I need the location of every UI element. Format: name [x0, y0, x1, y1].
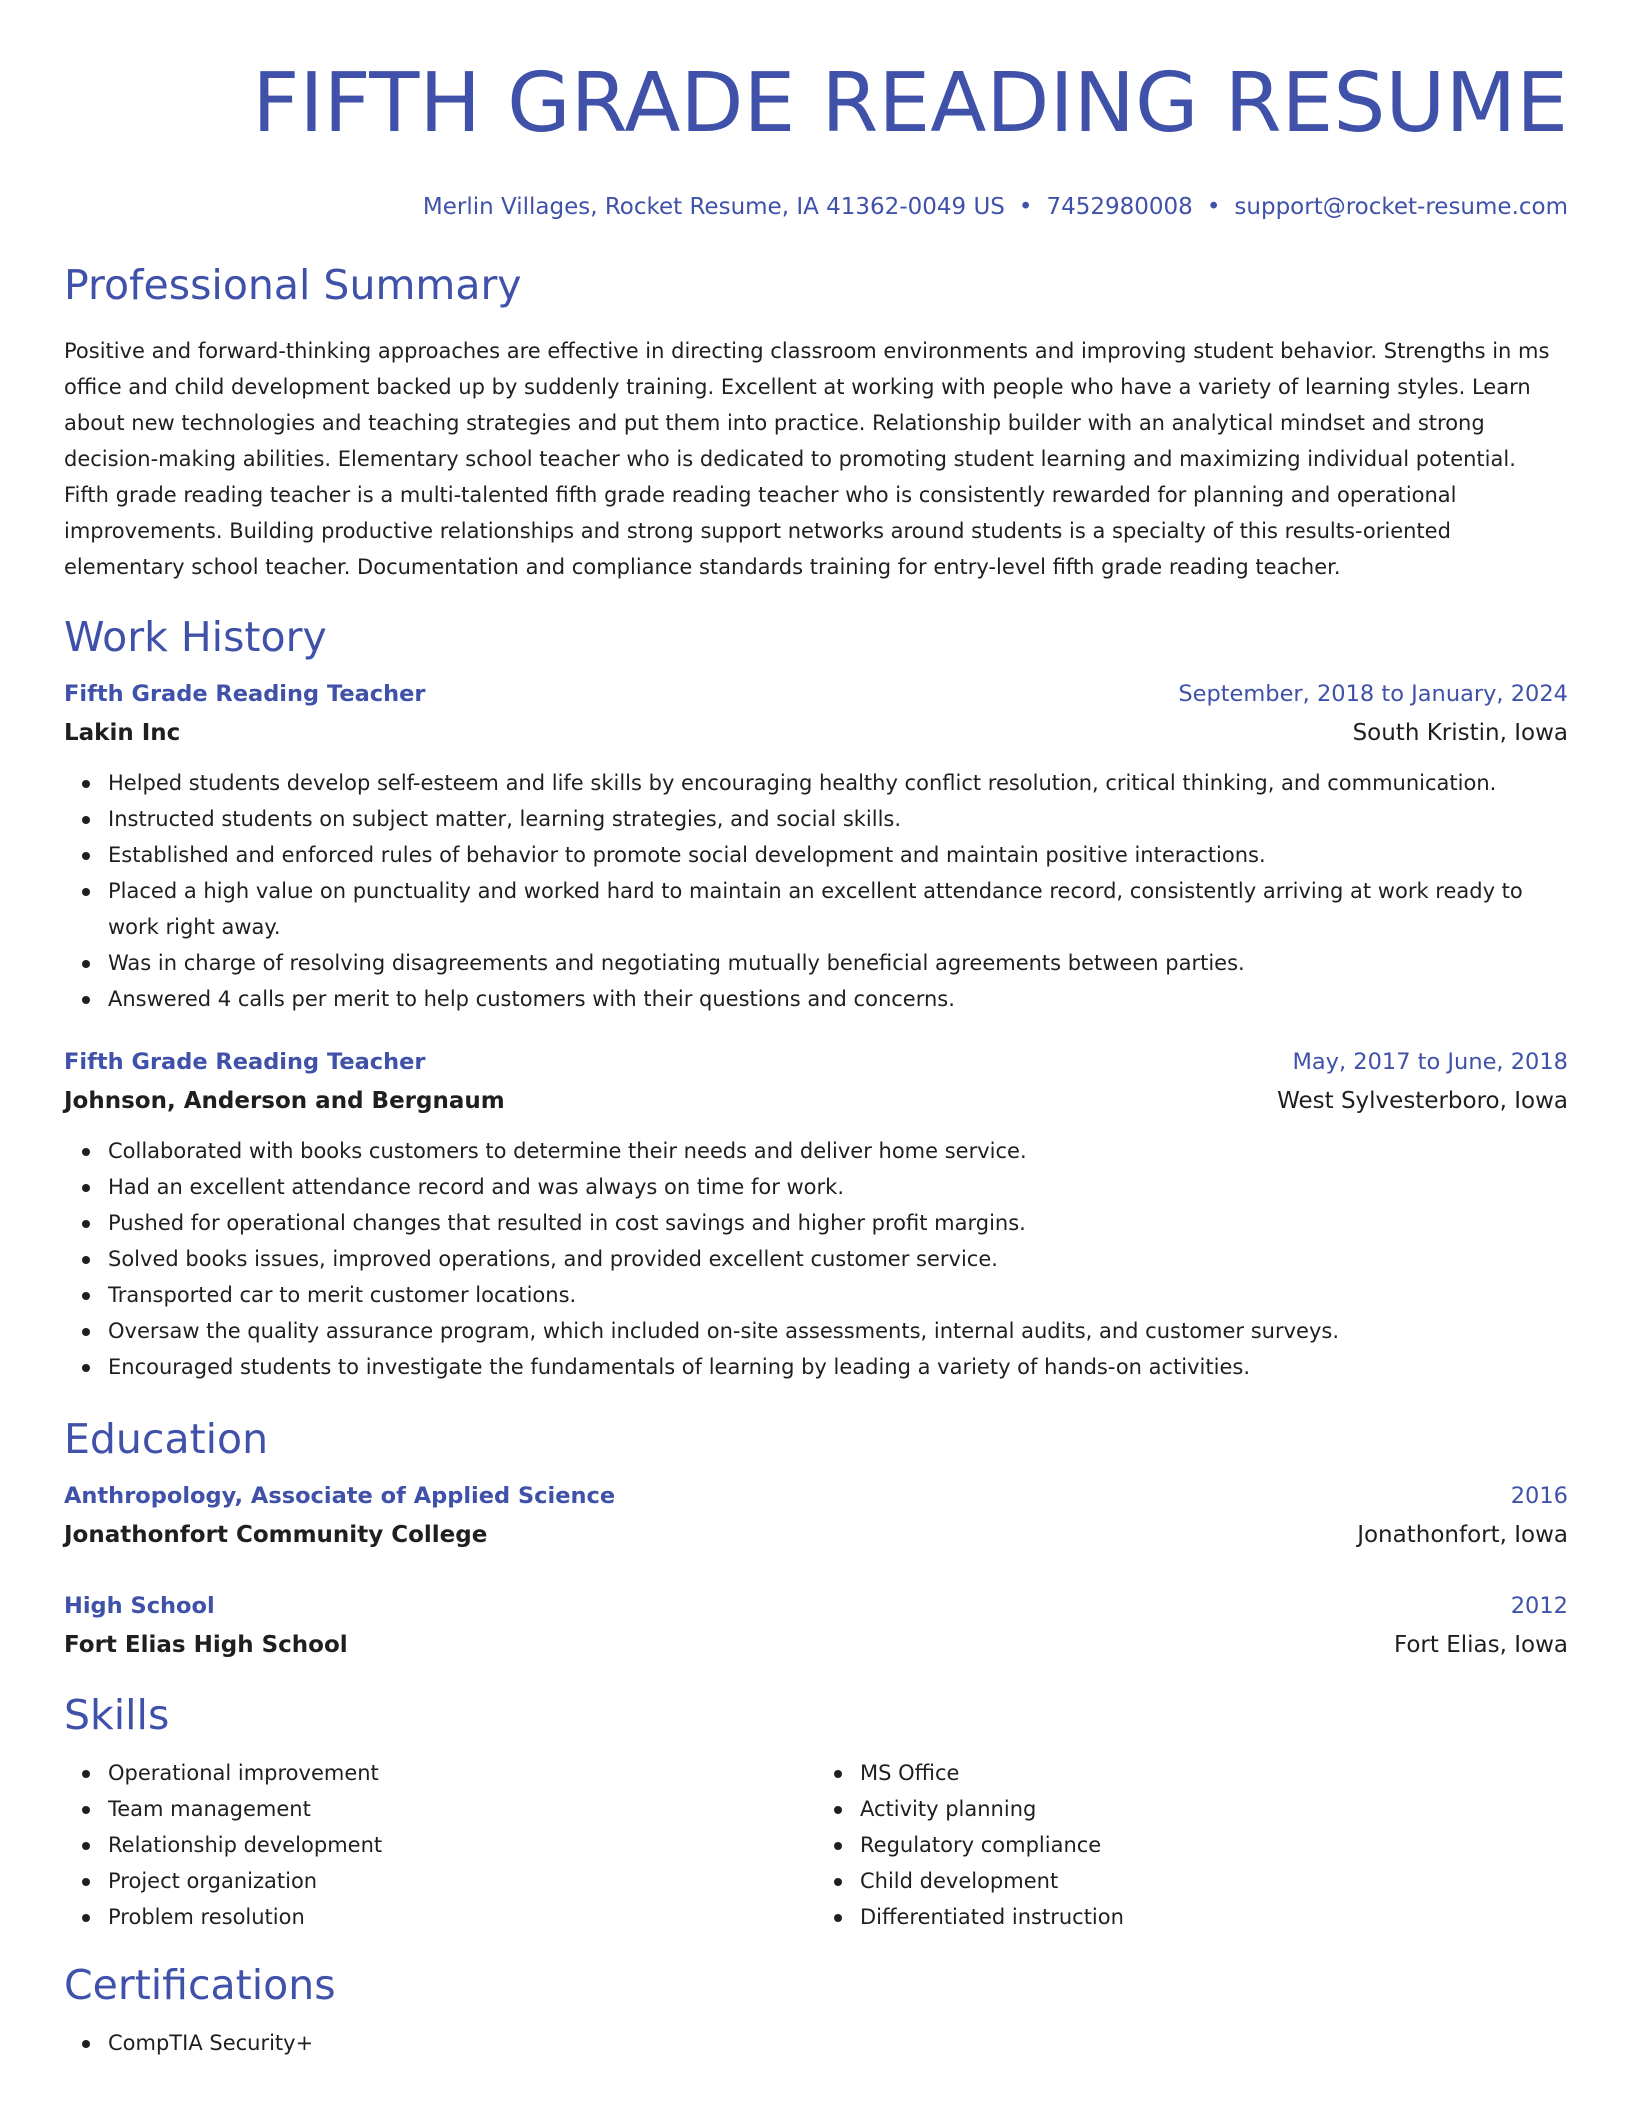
summary-line: elementary school teacher. Documentation and compliance standards training for entry-level fifth grade reading teacher. — [64, 555, 1341, 579]
list-item: Answered 4 calls per merit to help customers with their questions and concerns. — [108, 981, 1568, 1017]
education-school-row — [64, 1625, 1568, 1665]
employer-name: Johnson, Anderson and Bergnaum — [64, 1088, 505, 1114]
list-item: Pushed for operational changes that resulted in cost savings and higher profit margins. — [108, 1205, 1568, 1241]
school-name: Fort Elias High School — [64, 1632, 348, 1658]
degree-name: High School — [64, 1593, 215, 1619]
skill-item: Child development — [860, 1863, 1568, 1899]
job-employer-row — [64, 1081, 1568, 1121]
contact-separator: • — [1206, 194, 1221, 220]
address-text: Merlin Villages, Rocket Resume, IA 41362-0049 US — [422, 194, 1005, 220]
skill-item: MS Office — [860, 1755, 1568, 1791]
summary-line: Fifth grade reading teacher is a multi-talented fifth grade reading teacher who is consistently rewarded for planning and operational — [64, 483, 1457, 507]
summary-line: improvements. Building productive relationships and strong support networks around students is a specialty of this results-oriented — [64, 519, 1451, 543]
job-location: West Sylvesterboro, Iowa — [1277, 1088, 1568, 1114]
work-history-heading: Work History — [64, 613, 327, 661]
skills-columns — [64, 1741, 1568, 1935]
list-item: Established and enforced rules of behavior to promote social development and maintain positive interactions. — [108, 837, 1568, 873]
skill-item: Operational improvement — [108, 1755, 816, 1791]
skill-item: Activity planning — [860, 1791, 1568, 1827]
job-title: Fifth Grade Reading Teacher — [64, 681, 426, 707]
skills-list-right — [816, 1755, 1568, 1935]
skill-item: Regulatory compliance — [860, 1827, 1568, 1863]
job-employer-row — [64, 713, 1568, 753]
education-header-row — [64, 1477, 1568, 1515]
education-header-row — [64, 1587, 1568, 1625]
list-item: Helped students develop self-esteem and life skills by encouraging healthy conflict resolution, critical thinking, and communication. — [108, 765, 1568, 801]
job-duties-list — [64, 765, 1568, 1017]
summary-heading: Professional Summary — [64, 261, 522, 309]
job-entry — [64, 1043, 1568, 1385]
skill-item: Project organization — [108, 1863, 816, 1899]
list-item: Was in charge of resolving disagreements and negotiating mutually beneficial agreements between parties. — [108, 945, 1568, 981]
school-location: Jonathonfort, Iowa — [1357, 1522, 1568, 1548]
list-item: Placed a high value on punctuality and worked hard to maintain an excellent attendance record, consistently arriving at work ready to work right away. — [108, 873, 1568, 945]
certifications-heading: Certifications — [64, 1961, 336, 2009]
job-duties-list — [64, 1133, 1568, 1385]
list-item: Oversaw the quality assurance program, which included on-site assessments, internal audits, and customer surveys. — [108, 1313, 1568, 1349]
list-item: Instructed students on subject matter, learning strategies, and social skills. — [108, 801, 1568, 837]
job-header-row — [64, 1043, 1568, 1081]
job-dates: September, 2018 to January, 2024 — [1178, 681, 1568, 707]
contact-separator: • — [1018, 194, 1033, 220]
school-location: Fort Elias, Iowa — [1393, 1632, 1568, 1658]
skill-item: Team management — [108, 1791, 816, 1827]
list-item: Encouraged students to investigate the fundamentals of learning by leading a variety of hands-on activities. — [108, 1349, 1568, 1385]
skill-item: Relationship development — [108, 1827, 816, 1863]
degree-name: Anthropology, Associate of Applied Science — [64, 1483, 616, 1509]
job-title: Fifth Grade Reading Teacher — [64, 1049, 426, 1075]
education-entry — [64, 1477, 1568, 1555]
resume-page — [64, 0, 1568, 2061]
job-location: South Kristin, Iowa — [1352, 720, 1568, 746]
summary-line: office and child development backed up by suddenly training. Excellent at working with people who have a variety of learning styles. Learn — [64, 375, 1531, 399]
list-item: Transported car to merit customer locations. — [108, 1277, 1568, 1313]
job-dates: May, 2017 to June, 2018 — [1292, 1049, 1568, 1075]
contact-line — [64, 192, 1568, 222]
resume-title: FIFTH GRADE READING RESUME — [252, 56, 1568, 151]
phone-text: 7452980008 — [1046, 194, 1193, 220]
list-item: Collaborated with books customers to determine their needs and deliver home service. — [108, 1133, 1568, 1169]
education-school-row — [64, 1515, 1568, 1555]
skills-list-left — [64, 1755, 816, 1935]
list-item: Solved books issues, improved operations, and provided excellent customer service. — [108, 1241, 1568, 1277]
summary-line: Positive and forward-thinking approaches are effective in directing classroom environments and improving student behavior. Strengths in ms — [64, 339, 1550, 363]
email-link[interactable]: support@rocket-resume.com — [1234, 194, 1568, 220]
education-entry — [64, 1587, 1568, 1665]
employer-name: Lakin Inc — [64, 720, 181, 746]
education-heading: Education — [64, 1415, 269, 1463]
summary-paragraph — [64, 333, 1568, 585]
summary-line: decision-making abilities. Elementary school teacher who is dedicated to promoting student learning and maximizing individual potential. — [64, 447, 1516, 471]
certification-item: CompTIA Security+ — [108, 2025, 1568, 2061]
job-header-row — [64, 675, 1568, 713]
school-name: Jonathonfort Community College — [64, 1522, 488, 1548]
skills-heading: Skills — [64, 1691, 170, 1739]
skill-item: Problem resolution — [108, 1899, 816, 1935]
job-entry — [64, 675, 1568, 1017]
graduation-year: 2012 — [1510, 1593, 1568, 1619]
summary-line: about new technologies and teaching strategies and put them into practice. Relationship builder with an analytical mindset and strong — [64, 411, 1485, 435]
certifications-list — [64, 2025, 1568, 2061]
list-item: Had an excellent attendance record and was always on time for work. — [108, 1169, 1568, 1205]
skill-item: Differentiated instruction — [860, 1899, 1568, 1935]
graduation-year: 2016 — [1510, 1483, 1568, 1509]
